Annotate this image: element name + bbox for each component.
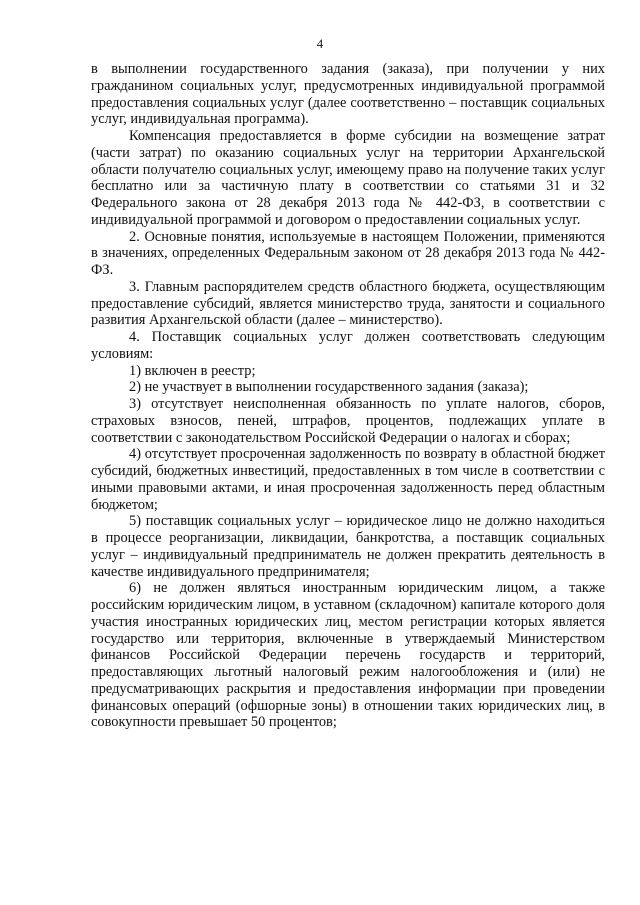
paragraph-item-2: 2. Основные понятия, используемые в настоящем Положении, применяются в значениях, определенных Федеральным законом от 28 декабря 2013 года № 442-ФЗ. [91,228,605,278]
paragraph-compensation: Компенсация предоставляется в форме субсидии на возмещение затрат (части затрат) по оказанию социальных услуг на территории Архангельской области получателю социальных услуг, имеющему право на получение таких услуг бесплатно или за частичную плату в соответствии со статьями 31 и 32 Федерального закона от 28 декабря 2013 года № 442-ФЗ, в соответствии с индивидуальной программой и договором о предоставлении социальных услуг. [91,128,605,228]
document-body [91,61,605,731]
paragraph-continuation: в выполнении государственного задания (заказа), при получении у них гражданином социальных услуг, предусмотренных индивидуальной программой предоставления социальных услуг (далее соответственно – поставщик социальных услуг, индивидуальная программа). [91,61,605,128]
condition-3: 3) отсутствует неисполненная обязанность по уплате налогов, сборов, страховых взносов, пеней, штрафов, процентов, подлежащих уплате в соответствии с законодательством Российской Федерации о налогах и сборах; [91,396,605,446]
condition-5: 5) поставщик социальных услуг – юридическое лицо не должно находиться в процессе реорганизации, ликвидации, банкротства, а поставщик социальных услуг – индивидуальный предприниматель не должен прекратить деятельность в качестве индивидуального предпринимателя; [91,513,605,580]
condition-2: 2) не участвует в выполнении государственного задания (заказа); [129,379,529,396]
paragraph-item-3: 3. Главным распорядителем средств областного бюджета, осуществляющим предоставление субсидий, является министерство труда, занятости и социального развития Архангельской области (далее – министерство). [91,278,605,329]
condition-4: 4) отсутствует просроченная задолженность по возврату в областной бюджет субсидий, бюджетных инвестиций, предоставленных в том числе в соответствии с иными правовыми актами, и иная просроченная задолженность перед областным бюджетом; [91,446,605,513]
paragraph-item-4: 4. Поставщик социальных услуг должен соответствовать следующим условиям: [91,329,605,362]
condition-6: 6) не должен являться иностранным юридическим лицом, а также российским юридическим лицом, в уставном (складочном) капитале которого доля участия иностранных юридических лиц, местом регистрации которых является государство или территория, включенные в утверждаемый Министерством финансов Российской Федерации перечень государств и территорий, предоставляющих льготный налоговый режим налогообложения и (или) не предусматривающих раскрытия и предоставления информации при проведении финансовых операций (офшорные зоны) в отношении таких юридических лиц, в совокупности превышает 50 процентов; [91,580,605,731]
page-number: 4 [316,37,324,51]
condition-1: 1) включен в реестр; [129,362,256,379]
